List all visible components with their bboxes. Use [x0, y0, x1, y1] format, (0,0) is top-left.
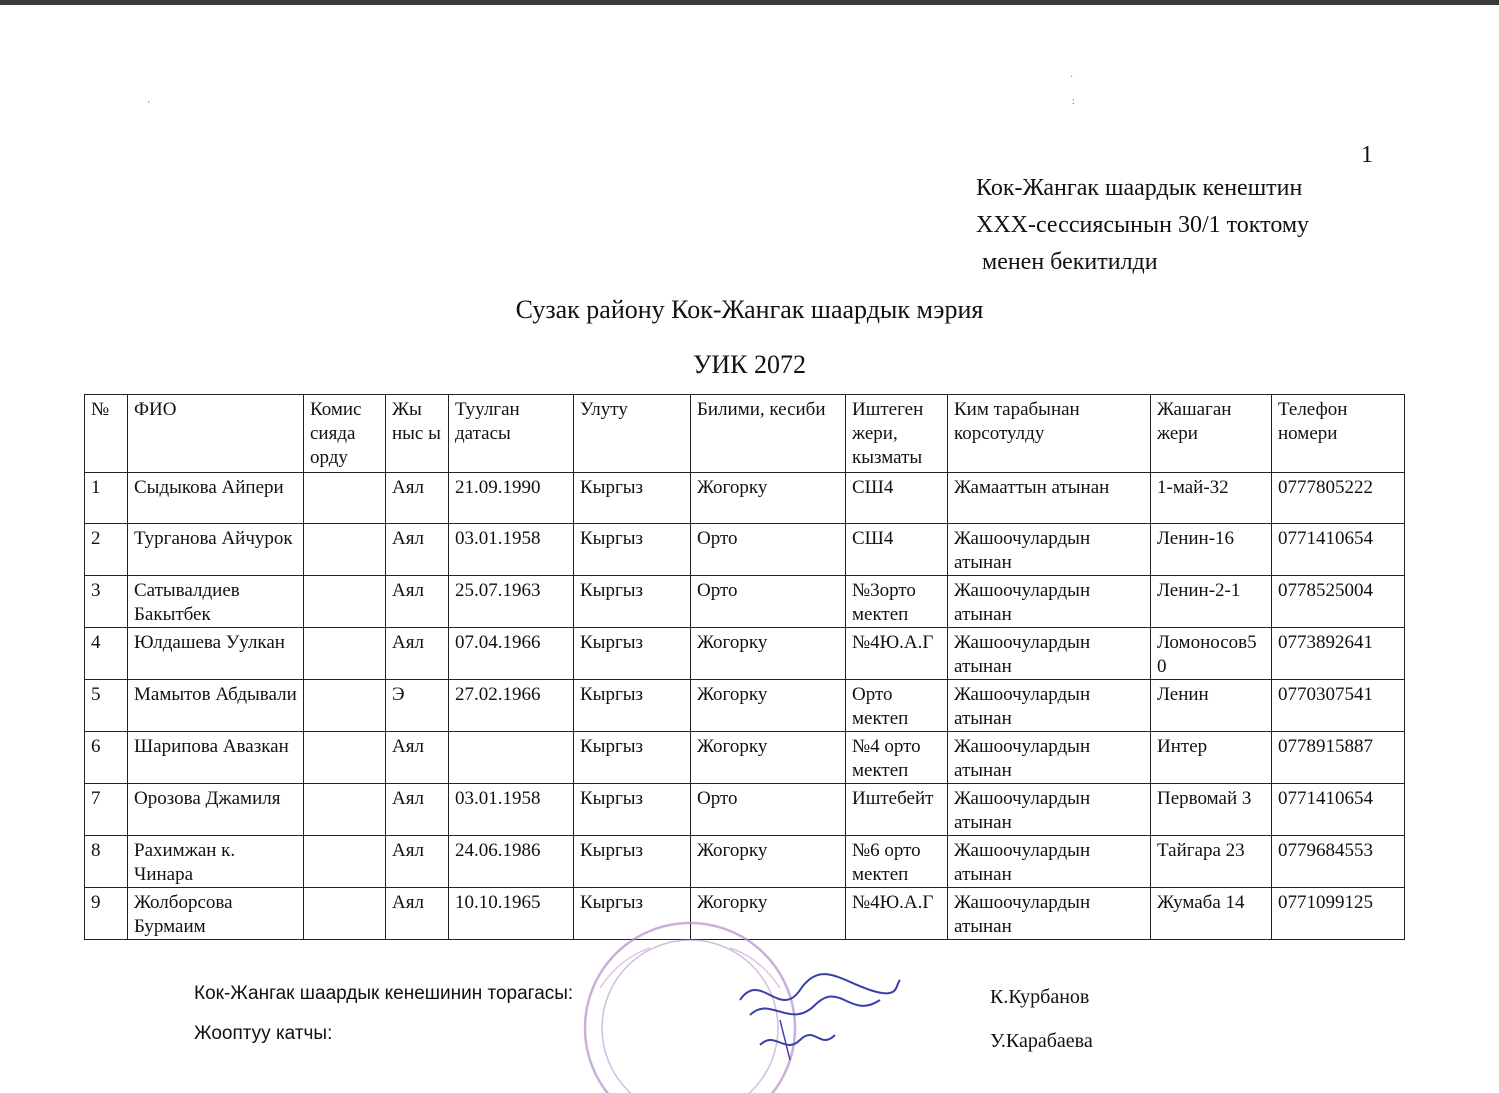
cell-workplace: Орто мектеп	[846, 680, 948, 732]
cell-gender: Аял	[386, 473, 449, 524]
commission-members-table	[84, 394, 1405, 940]
cell-num: 7	[85, 784, 128, 836]
approval-line: менен бекитилди	[982, 249, 1158, 275]
cell-num: 2	[85, 524, 128, 576]
cell-residence: Ленин-16	[1151, 524, 1272, 576]
col-header-position: Комис сияда орду	[304, 395, 386, 473]
approval-line: Кок-Жангак шаардык кенештин	[976, 175, 1303, 201]
table-row	[85, 784, 1405, 836]
signature-name-chairman: К.Курбанов	[990, 986, 1090, 1008]
cell-fio: Рахимжан к. Чинара	[128, 836, 304, 888]
cell-nationality: Кыргыз	[574, 888, 691, 940]
scan-speck: :	[1072, 96, 1075, 107]
approval-block	[976, 170, 1309, 281]
cell-residence: 1-май-32	[1151, 473, 1272, 524]
cell-num: 5	[85, 680, 128, 732]
col-header-phone: Телефон номери	[1272, 395, 1405, 473]
cell-fio: Сыдыкова Айпери	[128, 473, 304, 524]
cell-nominated-by: Жашоочулардын атынан	[948, 836, 1151, 888]
cell-birth	[449, 732, 574, 784]
cell-gender: Аял	[386, 888, 449, 940]
col-header-workplace: Иштеген жери, кызматы	[846, 395, 948, 473]
cell-num: 4	[85, 628, 128, 680]
cell-residence: Интер	[1151, 732, 1272, 784]
signature-role-secretary: Жооптуу катчы:	[194, 1023, 333, 1044]
cell-gender: Аял	[386, 732, 449, 784]
cell-fio: Юлдашева Уулкан	[128, 628, 304, 680]
cell-education: Жогорку	[691, 473, 846, 524]
cell-nominated-by: Жашоочулардын атынан	[948, 576, 1151, 628]
cell-birth: 25.07.1963	[449, 576, 574, 628]
signature-role-chairman: Кок-Жангак шаардык кенешинин торагасы:	[194, 983, 574, 1004]
scan-top-edge	[0, 0, 1499, 5]
cell-phone: 0771410654	[1272, 524, 1405, 576]
cell-education: Орто	[691, 784, 846, 836]
cell-phone: 0778525004	[1272, 576, 1405, 628]
cell-gender: Аял	[386, 836, 449, 888]
cell-phone: 0778915887	[1272, 732, 1405, 784]
cell-nominated-by: Жашоочулардын атынан	[948, 524, 1151, 576]
col-header-nationality: Улуту	[574, 395, 691, 473]
cell-birth: 27.02.1966	[449, 680, 574, 732]
cell-num: 9	[85, 888, 128, 940]
cell-workplace: Иштебейт	[846, 784, 948, 836]
cell-workplace: СШ4	[846, 473, 948, 524]
col-header-num: №	[85, 395, 128, 473]
cell-nominated-by: Жашоочулардын атынан	[948, 732, 1151, 784]
cell-nominated-by: Жашоочулардын атынан	[948, 680, 1151, 732]
cell-fio: Турганова Айчурок	[128, 524, 304, 576]
cell-residence: Первомай 3	[1151, 784, 1272, 836]
cell-workplace: №3орто мектеп	[846, 576, 948, 628]
cell-nationality: Кыргыз	[574, 628, 691, 680]
cell-birth: 03.01.1958	[449, 524, 574, 576]
cell-position	[304, 473, 386, 524]
cell-fio: Жолборсова Бурмаим	[128, 888, 304, 940]
cell-num: 1	[85, 473, 128, 524]
table-row	[85, 524, 1405, 576]
cell-gender: Аял	[386, 576, 449, 628]
cell-phone: 0773892641	[1272, 628, 1405, 680]
cell-education: Орто	[691, 576, 846, 628]
cell-workplace: СШ4	[846, 524, 948, 576]
cell-education: Жогорку	[691, 680, 846, 732]
page-number: 1	[1361, 142, 1373, 168]
cell-education: Орто	[691, 524, 846, 576]
table-row	[85, 628, 1405, 680]
cell-phone: 0770307541	[1272, 680, 1405, 732]
cell-phone: 0779684553	[1272, 836, 1405, 888]
cell-birth: 21.09.1990	[449, 473, 574, 524]
cell-education: Жогорку	[691, 836, 846, 888]
cell-position	[304, 680, 386, 732]
col-header-birth: Туулган датасы	[449, 395, 574, 473]
cell-workplace: №4 орто мектеп	[846, 732, 948, 784]
cell-birth: 07.04.1966	[449, 628, 574, 680]
table-row	[85, 836, 1405, 888]
cell-gender: Аял	[386, 784, 449, 836]
cell-fio: Орозова Джамиля	[128, 784, 304, 836]
table-row	[85, 680, 1405, 732]
cell-gender: Аял	[386, 628, 449, 680]
cell-nominated-by: Жашоочулардын атынан	[948, 888, 1151, 940]
cell-workplace: №6 орто мектеп	[846, 836, 948, 888]
cell-nationality: Кыргыз	[574, 732, 691, 784]
signature-name-secretary: У.Карабаева	[990, 1030, 1093, 1052]
cell-nationality: Кыргыз	[574, 784, 691, 836]
cell-birth: 10.10.1965	[449, 888, 574, 940]
cell-birth: 03.01.1958	[449, 784, 574, 836]
cell-education: Жогорку	[691, 888, 846, 940]
cell-fio: Мамытов Абдывали	[128, 680, 304, 732]
cell-position	[304, 524, 386, 576]
col-header-gender: Жы ныс ы	[386, 395, 449, 473]
cell-gender: Аял	[386, 524, 449, 576]
cell-education: Жогорку	[691, 732, 846, 784]
cell-birth: 24.06.1986	[449, 836, 574, 888]
cell-fio: Шарипова Авазкан	[128, 732, 304, 784]
handwritten-signature	[720, 960, 910, 1070]
cell-residence: Тайгара 23	[1151, 836, 1272, 888]
cell-nationality: Кыргыз	[574, 524, 691, 576]
cell-position	[304, 888, 386, 940]
cell-num: 3	[85, 576, 128, 628]
col-header-residence: Жашаган жери	[1151, 395, 1272, 473]
cell-nationality: Кыргыз	[574, 576, 691, 628]
cell-residence: Ленин	[1151, 680, 1272, 732]
col-header-education: Билими, кесиби	[691, 395, 846, 473]
col-header-fio: ФИО	[128, 395, 304, 473]
cell-position	[304, 628, 386, 680]
cell-fio: Сатывалдиев Бакытбек	[128, 576, 304, 628]
cell-position	[304, 784, 386, 836]
cell-num: 8	[85, 836, 128, 888]
cell-nominated-by: Жашоочулардын атынан	[948, 784, 1151, 836]
table-body	[85, 473, 1405, 940]
cell-nationality: Кыргыз	[574, 473, 691, 524]
table-row	[85, 732, 1405, 784]
cell-residence: Ленин-2-1	[1151, 576, 1272, 628]
cell-workplace: №4Ю.А.Г	[846, 888, 948, 940]
cell-position	[304, 732, 386, 784]
scan-speck: '	[148, 100, 150, 111]
cell-phone: 0771410654	[1272, 784, 1405, 836]
cell-num: 6	[85, 732, 128, 784]
cell-nationality: Кыргыз	[574, 680, 691, 732]
approval-line: XXX-сессиясынын 30/1 токтому	[976, 212, 1310, 238]
cell-gender: Э	[386, 680, 449, 732]
cell-residence: Жумаба 14	[1151, 888, 1272, 940]
cell-education: Жогорку	[691, 628, 846, 680]
table-row	[85, 576, 1405, 628]
cell-position	[304, 576, 386, 628]
cell-nominated-by: Жамааттын атынан	[948, 473, 1151, 524]
cell-phone: 0777805222	[1272, 473, 1405, 524]
table-row	[85, 473, 1405, 524]
cell-nationality: Кыргыз	[574, 836, 691, 888]
col-header-nominated-by: Ким тарабынан корсотулду	[948, 395, 1151, 473]
cell-residence: Ломоносов50	[1151, 628, 1272, 680]
cell-workplace: №4Ю.А.Г	[846, 628, 948, 680]
cell-nominated-by: Жашоочулардын атынан	[948, 628, 1151, 680]
document-title: Сузак району Кок-Жангак шаардык мэрия	[515, 295, 984, 324]
document-subtitle: УИК 2072	[692, 350, 807, 379]
cell-phone: 0771099125	[1272, 888, 1405, 940]
cell-position	[304, 836, 386, 888]
scan-speck: ·	[1070, 72, 1074, 83]
table-header-row	[85, 395, 1405, 473]
